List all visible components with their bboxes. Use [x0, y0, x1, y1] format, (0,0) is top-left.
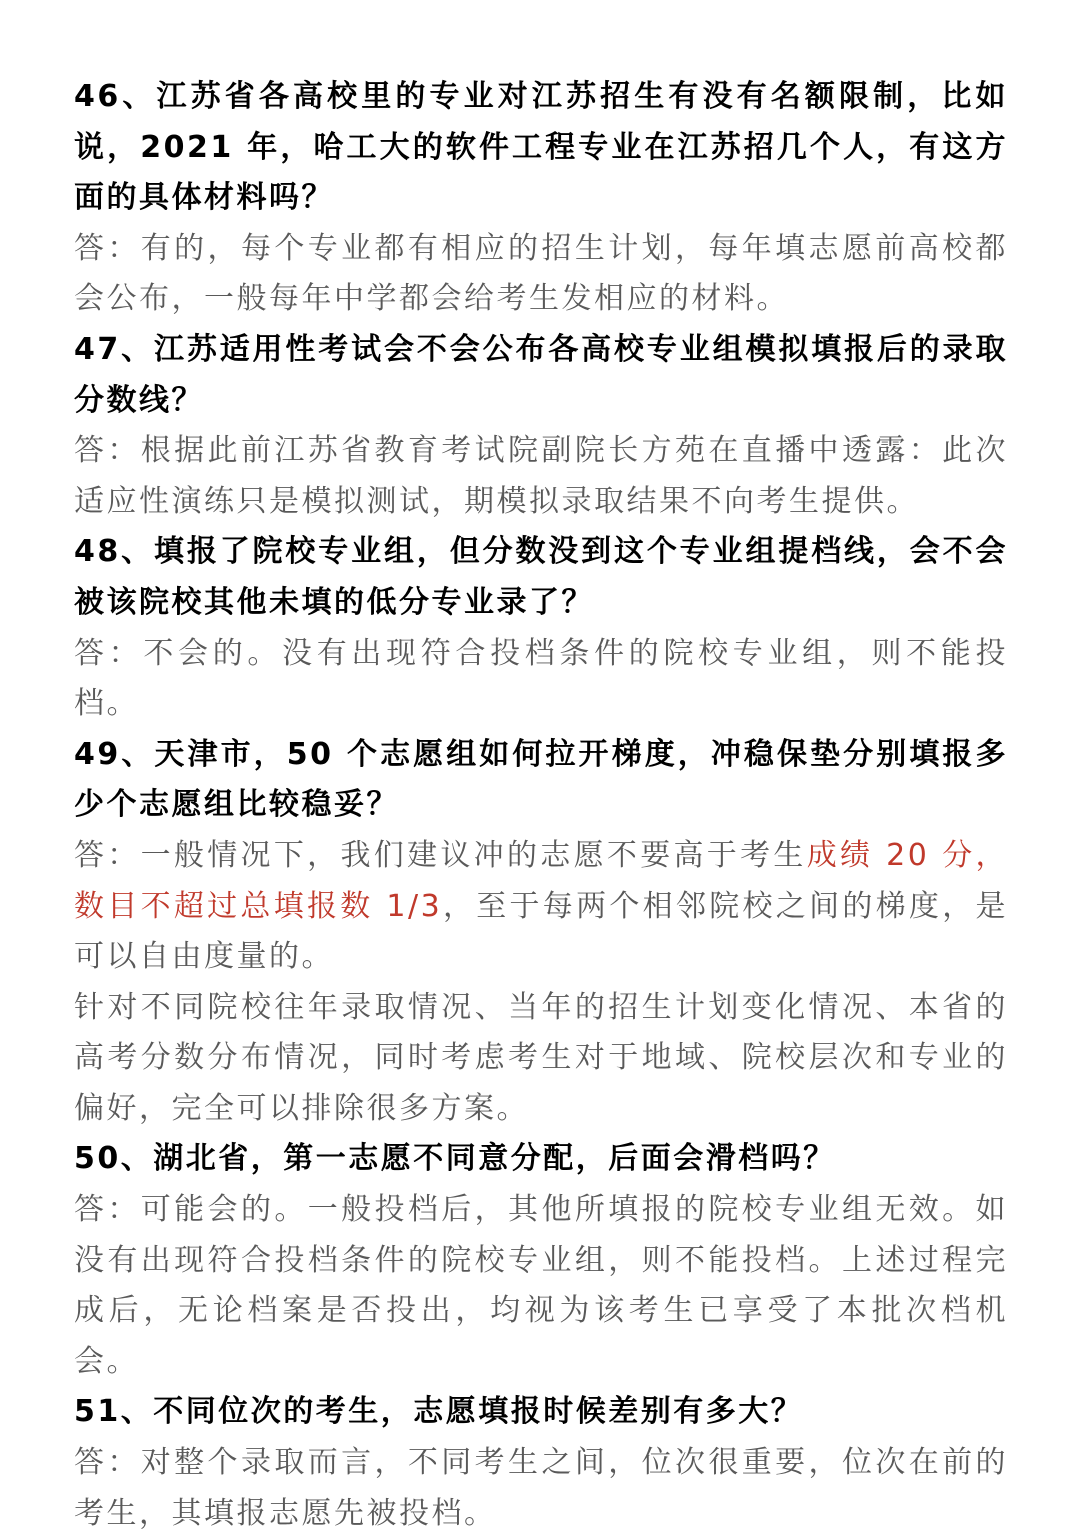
answer-50: 答：可能会的。一般投档后，其他所填报的院校专业组无效。如没有出现符合投档条件的院校专业组，则不能投档。上述过程完成后，无论档案是否投出，均视为该考生已享受了本批次档机会。 [74, 1192, 1008, 1379]
question-49: 49、天津市，50 个志愿组如何拉开梯度，冲稳保垫分别填报多少个志愿组比较稳妥？ [74, 736, 1008, 823]
answer-49-suffix: ，至于每两个相邻院校之间的梯度，是可以自由度量的。 [74, 888, 1009, 975]
answer-49 [74, 831, 1008, 983]
answer-49-extra: 针对不同院校往年录取情况、当年的招生计划变化情况、本省的高考分数分布情况，同时考虑考生对于地域、院校层次和专业的偏好，完全可以排除很多方案。 [74, 989, 1008, 1126]
question-46: 46、江苏省各高校里的专业对江苏招生有没有名额限制，比如说，2021 年，哈工大的软件工程专业在江苏招几个人，有这方面的具体材料吗？ [74, 79, 1008, 216]
question-48: 48、填报了院校专业组，但分数没到这个专业组提档线，会不会被该院校其他未填的低分专业录了？ [74, 534, 1008, 620]
question-47: 47、江苏适用性考试会不会公布各高校专业组模拟填报后的录取分数线？ [74, 331, 1008, 418]
answer-48: 答：不会的。没有出现符合投档条件的院校专业组，则不能投档。 [74, 635, 1008, 722]
qa-document [74, 72, 1008, 1539]
question-51: 51、不同位次的考生，志愿填报时候差别有多大？ [74, 1394, 804, 1430]
answer-49-prefix: 答：一般情况下，我们建议冲的志愿不要高于考生 [74, 837, 807, 873]
answer-46: 答：有的，每个专业都有相应的招生计划，每年填志愿前高校都会公布，一般每年中学都会给考生发相应的材料。 [74, 230, 1008, 317]
answer-49-highlight: 成绩 20 分，数目不超过总填报数 1/3 [74, 837, 1009, 924]
answer-47: 答：根据此前江苏省教育考试院副院长方苑在直播中透露：此次适应性演练只是模拟测试，期模拟录取结果不向考生提供。 [74, 433, 1008, 519]
question-50: 50、湖北省，第一志愿不同意分配，后面会滑档吗？ [74, 1141, 836, 1177]
answer-51: 答：对整个录取而言，不同考生之间，位次很重要，位次在前的考生，其填报志愿先被投档。 [74, 1445, 1008, 1531]
